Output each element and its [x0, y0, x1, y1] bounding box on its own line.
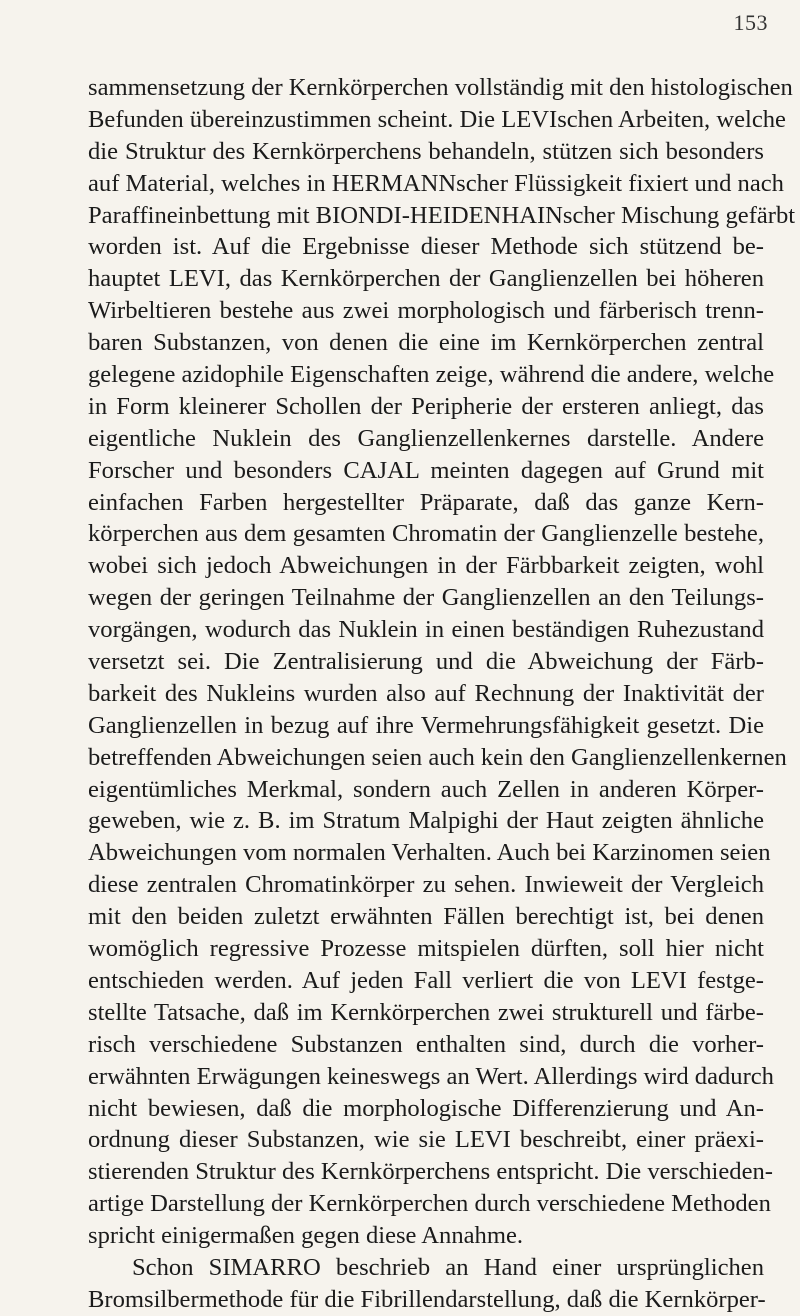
- text-line: Abweichungen vom normalen Verhalten. Auch bei Karzinomen seien: [88, 839, 771, 867]
- text-line: Befunden übereinzustimmen scheint. Die LEVIschen Arbeiten, welche: [88, 105, 786, 133]
- text-line: nicht bewiesen, daß die morphologische Differenzierung und An-: [88, 1094, 764, 1122]
- text-line: worden ist. Auf die Ergebnisse dieser Methode sich stützend be-: [88, 233, 764, 261]
- text-line: wobei sich jedoch Abweichungen in der Färbbarkeit zeigten, wohl: [88, 552, 764, 580]
- text-line: erwähnten Erwägungen keineswegs an Wert. Allerdings wird dadurch: [88, 1062, 774, 1090]
- text-line: diese zentralen Chromatinkörper zu sehen. Inwieweit der Vergleich: [88, 871, 764, 899]
- body-text: [88, 72, 796, 1316]
- text-line: in Form kleinerer Schollen der Peripherie der ersteren anliegt, das: [88, 392, 764, 420]
- text-line: womöglich regressive Prozesse mitspielen dürften, soll hier nicht: [88, 935, 764, 963]
- text-line: hauptet LEVI, das Kernkörperchen der Ganglienzellen bei höheren: [88, 265, 764, 293]
- text-line: sammensetzung der Kernkörperchen vollständig mit den histologischen: [88, 74, 793, 101]
- text-line: Wirbeltieren bestehe aus zwei morphologisch und färberisch trenn-: [88, 297, 764, 325]
- text-line: versetzt sei. Die Zentralisierung und die Abweichung der Färb-: [88, 648, 764, 676]
- text-line: artige Darstellung der Kernkörperchen durch verschiedene Methoden: [88, 1190, 771, 1218]
- text-line: barkeit des Nukleins wurden also auf Rechnung der Inaktivität der: [88, 679, 764, 707]
- text-line: risch verschiedene Substanzen enthalten sind, durch die vorher-: [88, 1030, 764, 1058]
- text-line: stierenden Struktur des Kernkörperchens entspricht. Die verschieden-: [88, 1158, 773, 1186]
- paragraph-start-line: Schon SIMARRO beschrieb an Hand einer ursprünglichen: [132, 1253, 764, 1281]
- text-line: die Struktur des Kernkörperchens behandeln, stützen sich besonders: [88, 137, 764, 165]
- text-line: wegen der geringen Teilnahme der Ganglienzellen an den Teilungs-: [88, 584, 764, 612]
- text-line: körperchen aus dem gesamten Chromatin der Ganglienzelle bestehe,: [88, 520, 764, 548]
- text-line: auf Material, welches in HERMANNscher Flüssigkeit fixiert und nach: [88, 169, 784, 197]
- text-line: Bromsilbermethode für die Fibrillendarstellung, daß die Kernkörper-: [88, 1285, 766, 1313]
- page-number: 153: [733, 10, 768, 35]
- text-line: Forscher und besonders CAJAL meinten dagegen auf Grund mit: [88, 456, 764, 484]
- text-line: Ganglienzellen in bezug auf ihre Vermehrungsfähigkeit gesetzt. Die: [88, 711, 764, 739]
- text-line: eigentümliches Merkmal, sondern auch Zellen in anderen Körper-: [88, 775, 764, 803]
- text-line: geweben, wie z. B. im Stratum Malpighi der Haut zeigten ähnliche: [88, 807, 764, 835]
- text-line: eigentliche Nuklein des Ganglienzellenkernes darstelle. Andere: [88, 424, 764, 452]
- text-line: mit den beiden zuletzt erwähnten Fällen berechtigt ist, bei denen: [88, 903, 764, 931]
- text-line: stellte Tatsache, daß im Kernkörperchen zwei strukturell und färbe-: [88, 998, 764, 1026]
- text-line: entschieden werden. Auf jeden Fall verliert die von LEVI festge-: [88, 966, 764, 994]
- text-line: betreffenden Abweichungen seien auch kein den Ganglienzellenkernen: [88, 743, 787, 771]
- text-line: Paraffineinbettung mit BIONDI-HEIDENHAINscher Mischung gefärbt: [88, 201, 796, 229]
- paragraph-end-line: spricht einigermaßen gegen diese Annahme.: [88, 1222, 524, 1250]
- text-line: vorgängen, wodurch das Nuklein in einen beständigen Ruhezustand: [88, 616, 764, 644]
- text-line: einfachen Farben hergestellter Präparate, daß das ganze Kern-: [88, 488, 764, 516]
- text-line: gelegene azidophile Eigenschaften zeige, während die andere, welche: [88, 361, 775, 389]
- text-line: baren Substanzen, von denen die eine im Kernkörperchen zentral: [88, 329, 764, 357]
- text-line: ordnung dieser Substanzen, wie sie LEVI beschreibt, einer präexi-: [88, 1126, 764, 1154]
